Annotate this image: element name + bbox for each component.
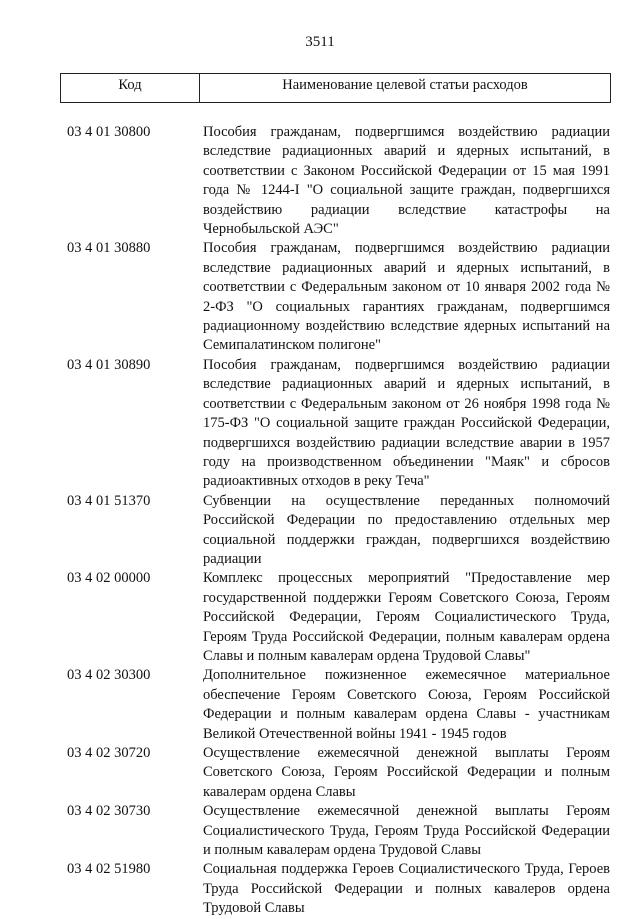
table-row	[67, 356, 610, 492]
page-number: 3511	[305, 34, 335, 50]
row-description: Социальная поддержка Героев Социалистического Труда, Героев Труда Российской Федерации и полных кавалеров ордена Трудовой Славы	[203, 861, 610, 917]
row-description: Субвенции на осуществление переданных полномочий Российской Федерации по предоставлению отдельных мер социальной поддержки граждан, подвергшихся воздействию радиации	[203, 492, 610, 567]
table-body	[67, 123, 610, 919]
table-header	[60, 73, 611, 103]
table-row	[67, 492, 610, 570]
table-row	[67, 569, 610, 666]
row-code: 03 4 02 30730	[67, 803, 151, 820]
header-name: Наименование целевой статьи расходов	[282, 77, 528, 93]
row-code: 03 4 01 51370	[67, 492, 151, 509]
table-row	[67, 802, 610, 860]
row-code: 03 4 01 30880	[67, 240, 151, 257]
table-row	[67, 860, 610, 918]
row-description: Пособия гражданам, подвергшимся воздействию радиации вследствие радиационных аварий и ядерных испытаний, в соответствии с Законом Российской Федерации от 15 мая 1991 года № 1244-I "О социальной защите граждан, подвергшихся воздействию радиации вследствие катастрофы на Чернобыльской АЭС"	[203, 124, 610, 238]
row-code: 03 4 02 00000	[67, 570, 151, 587]
table-row	[67, 239, 610, 355]
row-description: Пособия гражданам, подвергшимся воздействию радиации вследствие радиационных аварий и ядерных испытаний, в соответствии с Федеральным законом от 10 января 2002 года № 2-ФЗ "О социальных гарантиях гражданам, подвергшимся радиационному воздействию вследствие ядерных испытаний на Семипалатинском полигоне"	[203, 240, 610, 354]
table-row	[67, 123, 610, 239]
row-code: 03 4 02 30300	[67, 667, 151, 684]
row-code: 03 4 01 30890	[67, 356, 151, 373]
row-description: Осуществление ежемесячной денежной выплаты Героям Социалистического Труда, Героям Труда Российской Федерации и полным кавалерам ордена Трудовой Славы	[203, 803, 610, 859]
row-code: 03 4 02 51980	[67, 861, 151, 878]
row-description: Комплекс процессных мероприятий "Предоставление мер государственной поддержки Героям Советского Союза, Героям Российской Федерации, Героям Социалистического Труда, Героям Труда Российской Федерации, полным кавалерам ордена Славы и полным кавалерам ордена Трудовой Славы"	[203, 570, 610, 664]
table-row	[67, 744, 610, 802]
table-row	[67, 666, 610, 744]
row-description: Осуществление ежемесячной денежной выплаты Героям Советского Союза, Героям Российской Федерации и полным кавалерам ордена Славы	[203, 745, 610, 800]
row-description: Дополнительное пожизненное ежемесячное материальное обеспечение Героям Советского Союза, Героям Российской Федерации и полным кавалерам ордена Славы - участникам Великой Отечественной войны 1941 - 1945 годов	[203, 667, 610, 742]
row-code: 03 4 02 30720	[67, 745, 151, 761]
row-code: 03 4 01 30800	[67, 124, 151, 140]
row-description: Пособия гражданам, подвергшимся воздействию радиации вследствие радиационных аварий и ядерных испытаний, в соответствии с Федеральным законом от 26 ноября 1998 года № 175-ФЗ "О социальной защите граждан Российской Федерации, подвергшихся воздействию радиации вследствие аварии в 1957 году на производственном объединении "Маяк" и сбросов радиоактивных отходов в реку Теча"	[203, 356, 610, 490]
header-code: Код	[61, 74, 200, 102]
